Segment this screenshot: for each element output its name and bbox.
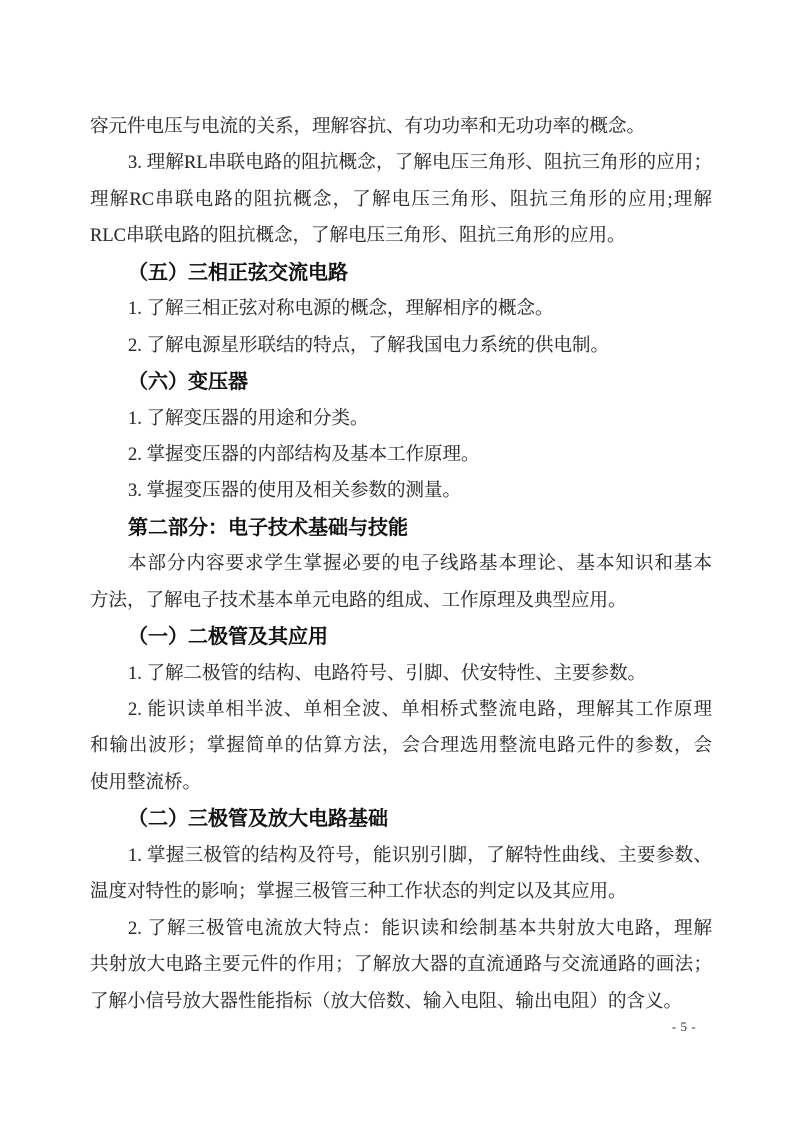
text-line-23: 2. 了解三极管电流放大特点：能识读和绘制基本共射放大电路，理解	[128, 918, 712, 939]
heading-line-8: （六）变压器	[128, 371, 248, 394]
text-line-17: 2. 能识读单相半波、单相全波、单相桥式整流电路，理解其工作原理	[128, 700, 712, 720]
text-line-22: 温度对特性的影响；掌握三极管三种工作状态的判定以及其应用。	[90, 882, 627, 903]
heading-line-5: （五）三相正弦交流电路	[128, 261, 348, 284]
document-text-block	[90, 109, 712, 1020]
text-line-3: 理解RC串联电路的阻抗概念，了解电压三角形、阻抗三角形的应用;理解	[90, 189, 712, 210]
text-line-16: 1. 了解二极管的结构、电路符号、引脚、伏安特性、主要参数。	[128, 663, 647, 684]
text-line-13: 本部分内容要求学生掌握必要的电子线路基本理论、基本知识和基本	[128, 554, 712, 575]
text-line-7: 2. 了解电源星形联结的特点，了解我国电力系统的供电制。	[128, 335, 610, 356]
text-line-24: 共射放大电路主要元件的作用；了解放大器的直流通路与交流通路的画法；	[90, 955, 712, 976]
text-line-1: 容元件电压与电流的关系，理解容抗、有功功率和无功功率的概念。	[90, 117, 646, 137]
text-line-11: 3. 掌握变压器的使用及相关参数的测量。	[128, 481, 462, 502]
text-line-10: 2. 掌握变压器的内部结构及基本工作原理。	[128, 444, 480, 465]
text-line-4: RLC串联电路的阻抗概念，了解电压三角形、阻抗三角形的应用。	[90, 226, 626, 247]
text-line-25: 了解小信号放大器性能指标（放大倍数、输入电阻、输出电阻）的含义。	[90, 991, 683, 1012]
heading-line-15: （一）二极管及其应用	[128, 626, 328, 649]
text-line-14: 方法，了解电子技术基本单元电路的组成、工作原理及典型应用。	[90, 590, 627, 611]
heading-line-20: （二）三极管及放大电路基础	[128, 808, 388, 831]
text-line-9: 1. 了解变压器的用途和分类。	[128, 408, 369, 429]
text-line-18: 和输出波形；掌握简单的估算方法，会合理选用整流电路元件的参数，会	[90, 736, 712, 757]
page-number: - 5 -	[671, 1019, 697, 1034]
text-line-21: 1. 掌握三极管的结构及符号，能识别引脚，了解特性曲线、主要参数、	[128, 845, 712, 866]
text-line-2: 3. 理解RL串联电路的阻抗概念，了解电压三角形、阻抗三角形的应用；	[128, 153, 712, 174]
text-line-19: 使用整流桥。	[90, 772, 202, 793]
heading-line-12: 第二部分：电子技术基础与技能	[128, 516, 408, 539]
text-line-6: 1. 了解三相正弦对称电源的概念，理解相序的概念。	[128, 299, 554, 320]
